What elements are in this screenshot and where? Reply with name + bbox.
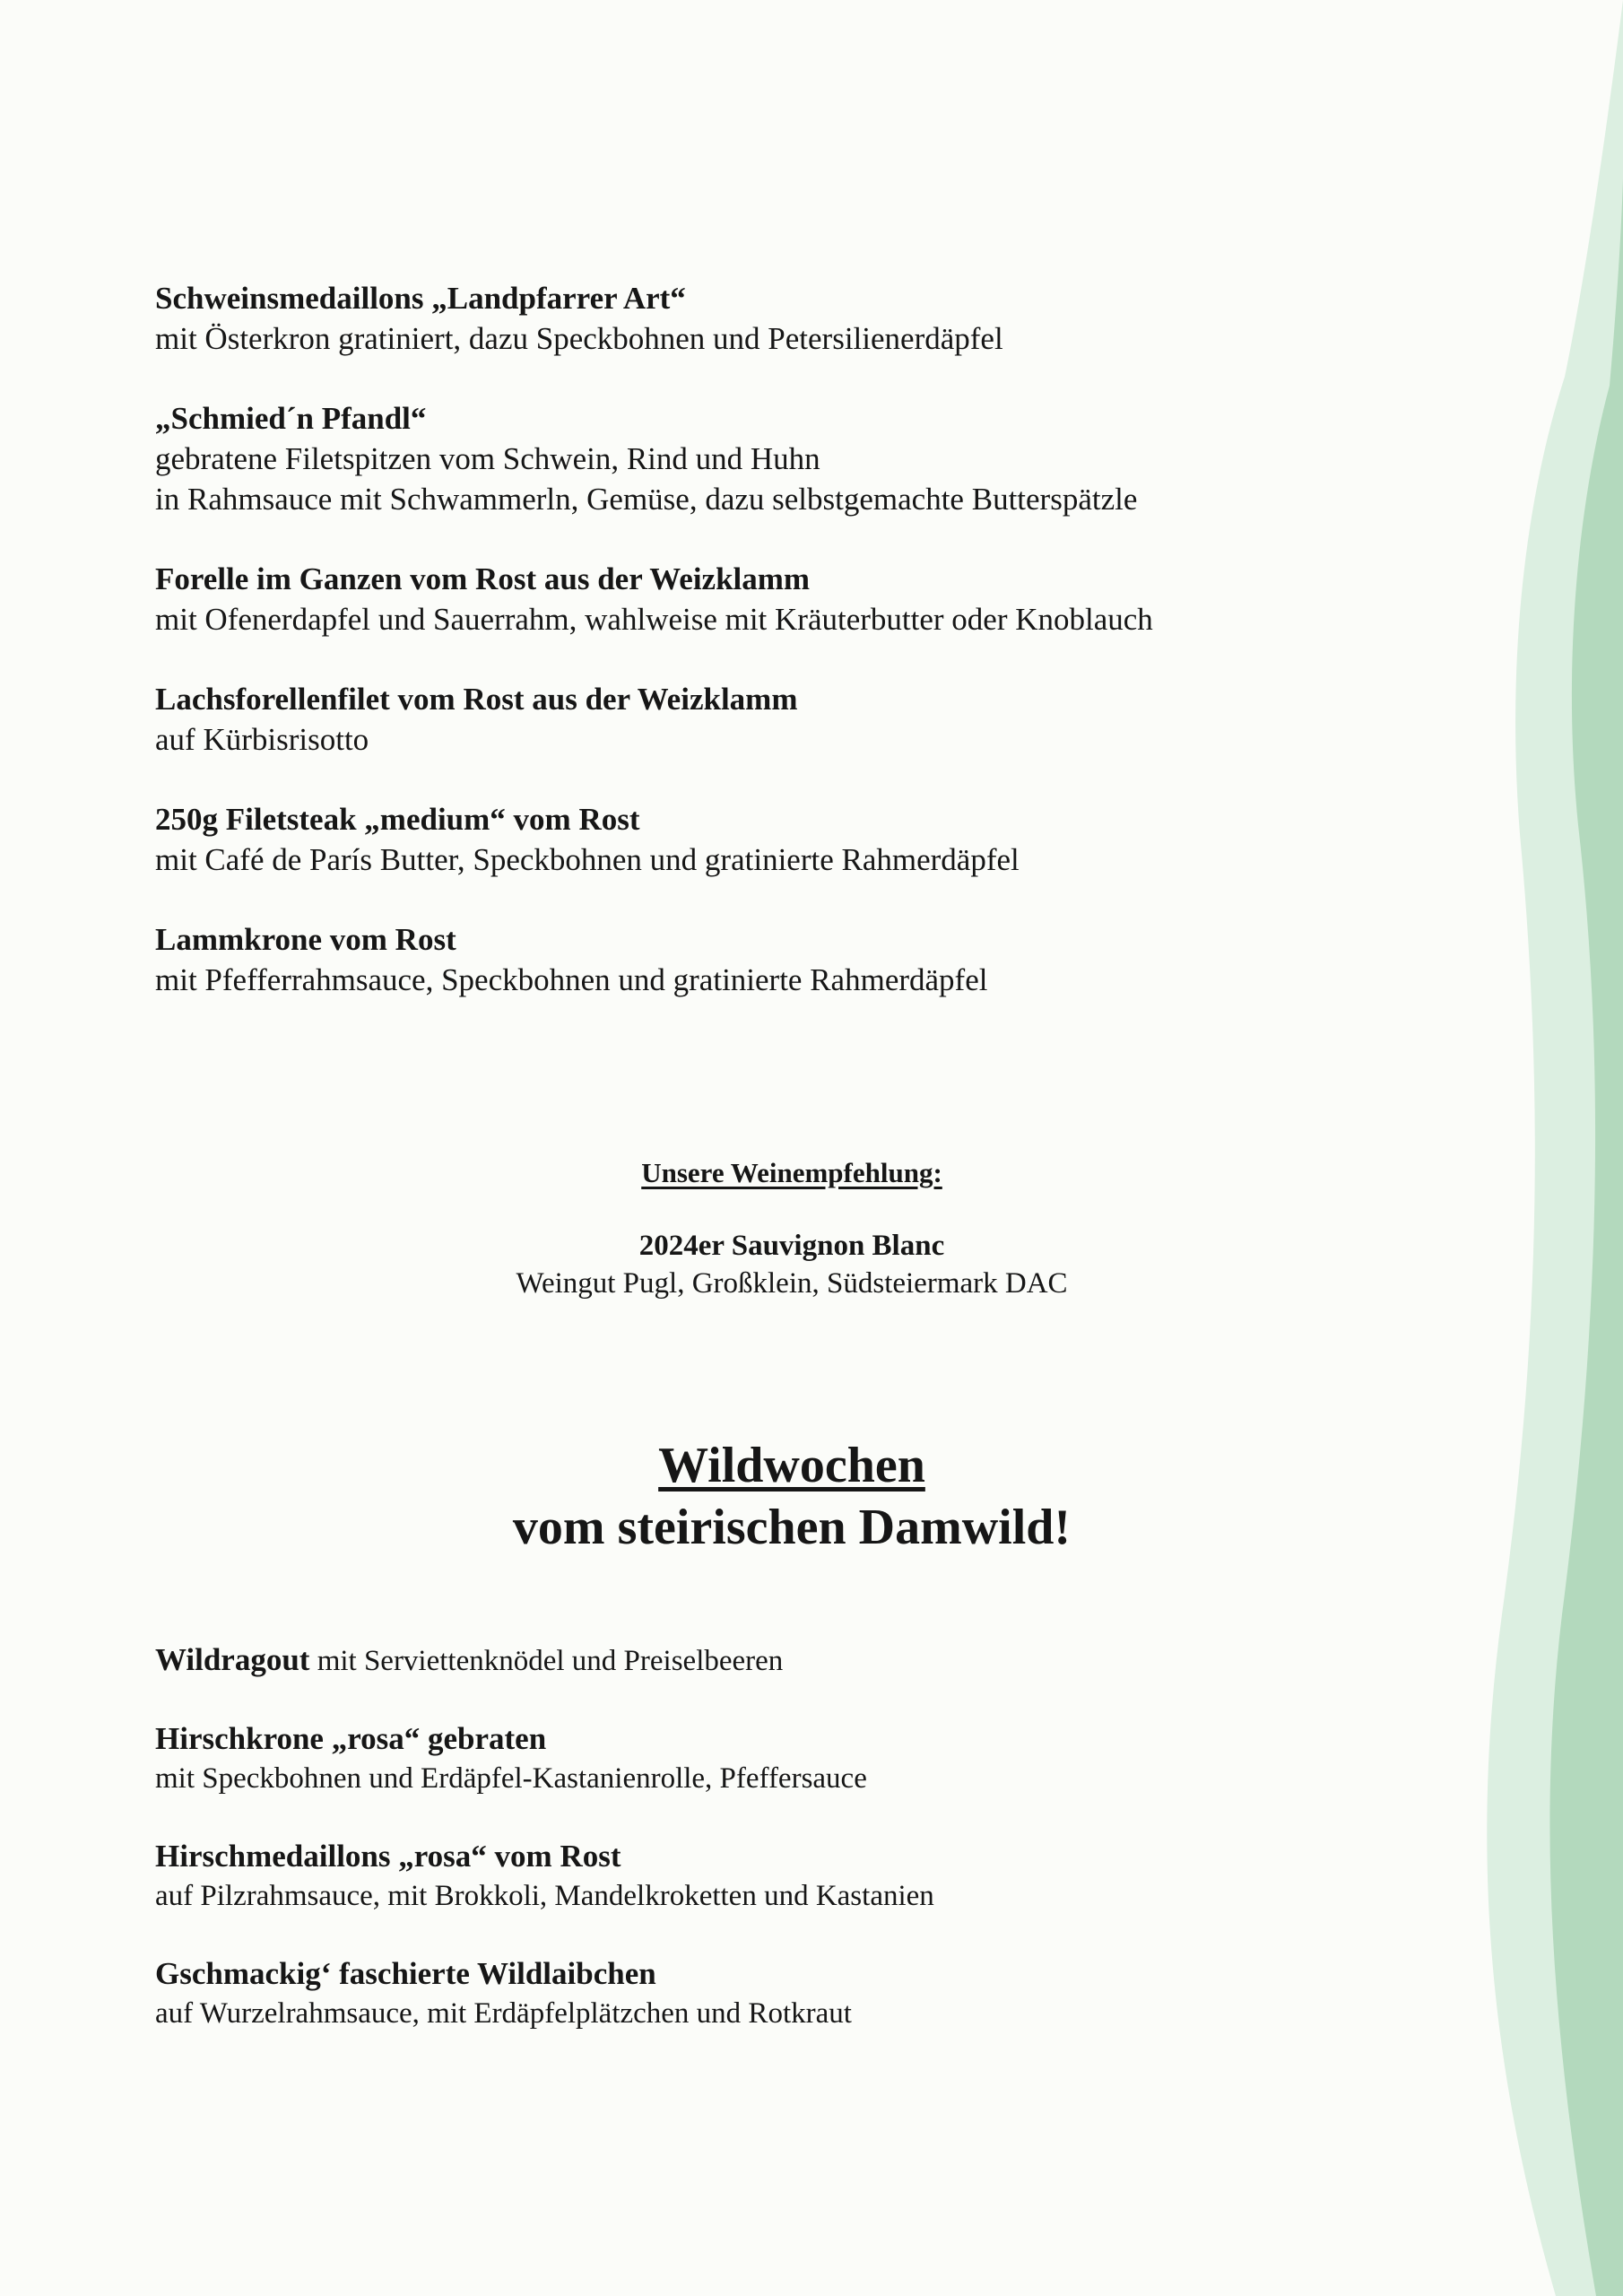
wildwochen-heading xyxy=(0,1435,1584,1559)
wildwochen-title: Wildwochen xyxy=(658,1438,925,1493)
dish-description: mit Österkron gratiniert, dazu Speckbohnen und Petersilienerdäpfel xyxy=(155,321,1003,356)
dish-title: Schweinsmedaillons „Landpfarrer Art“ xyxy=(155,281,686,316)
menu-item xyxy=(155,799,1455,880)
wildwochen-subtitle: vom steirischen Damwild! xyxy=(512,1500,1072,1555)
dish-description: gebratene Filetspitzen vom Schwein, Rind und Huhn xyxy=(155,441,820,476)
dish-title: Gschmackig‘ faschierte Wildlaibchen xyxy=(155,1956,656,1991)
dish-description: auf Wurzelrahmsauce, mit Erdäpfelplätzchen und Rotkraut xyxy=(155,1997,852,2030)
dish-title: 250g Filetsteak „medium“ vom Rost xyxy=(155,802,640,837)
game-dishes-list xyxy=(155,1639,1455,2071)
dish-description: auf Pilzrahmsauce, mit Brokkoli, Mandelkroketten und Kastanien xyxy=(155,1880,934,1912)
dish-title: Forelle im Ganzen vom Rost aus der Weizklamm xyxy=(155,561,811,596)
wine-heading: Unsere Weinempfehlung: xyxy=(641,1157,942,1188)
dish-description: mit Café de París Butter, Speckbohnen und gratinierte Rahmerdäpfel xyxy=(155,842,1020,877)
dish-title: „Schmied´n Pfandl“ xyxy=(155,401,427,436)
menu-item xyxy=(155,278,1455,359)
menu-item xyxy=(155,1718,1455,1799)
menu-item xyxy=(155,1836,1455,1917)
dish-description: auf Kürbisrisotto xyxy=(155,722,369,757)
dish-description: mit Pfefferrahmsauce, Speckbohnen und gratinierte Rahmerdäpfel xyxy=(155,962,988,997)
dish-title: Lachsforellenfilet vom Rost aus der Weizklamm xyxy=(155,682,798,717)
menu-item xyxy=(155,1953,1455,2034)
dish-title: Hirschmedaillons „rosa“ vom Rost xyxy=(155,1839,621,1874)
green-wave-light xyxy=(1487,0,1623,2296)
dish-title: Wildragout xyxy=(155,1642,310,1677)
menu-item xyxy=(155,1639,1455,1682)
menu-item xyxy=(155,919,1455,1000)
wine-recommendation xyxy=(0,1154,1584,1302)
menu-item xyxy=(155,559,1455,639)
menu-item xyxy=(155,679,1455,760)
dish-description-line2: in Rahmsauce mit Schwammerln, Gemüse, dazu selbstgemachte Butterspätzle xyxy=(155,482,1138,517)
wine-origin: Weingut Pugl, Großklein, Südsteiermark DAC xyxy=(516,1267,1068,1300)
dish-title: Lammkrone vom Rost xyxy=(155,922,456,957)
dish-description: mit Ofenerdapfel und Sauerrahm, wahlweise mit Kräuterbutter oder Knoblauch xyxy=(155,602,1153,637)
dish-description: mit Speckbohnen und Erdäpfel-Kastanienrolle, Pfeffersauce xyxy=(155,1762,867,1795)
dish-title: Hirschkrone „rosa“ gebraten xyxy=(155,1721,547,1756)
menu-item xyxy=(155,398,1455,519)
dish-description: mit Serviettenknödel und Preiselbeeren xyxy=(309,1645,784,1677)
wine-name: 2024er Sauvignon Blanc xyxy=(638,1230,945,1262)
main-dishes-list xyxy=(155,278,1455,1039)
